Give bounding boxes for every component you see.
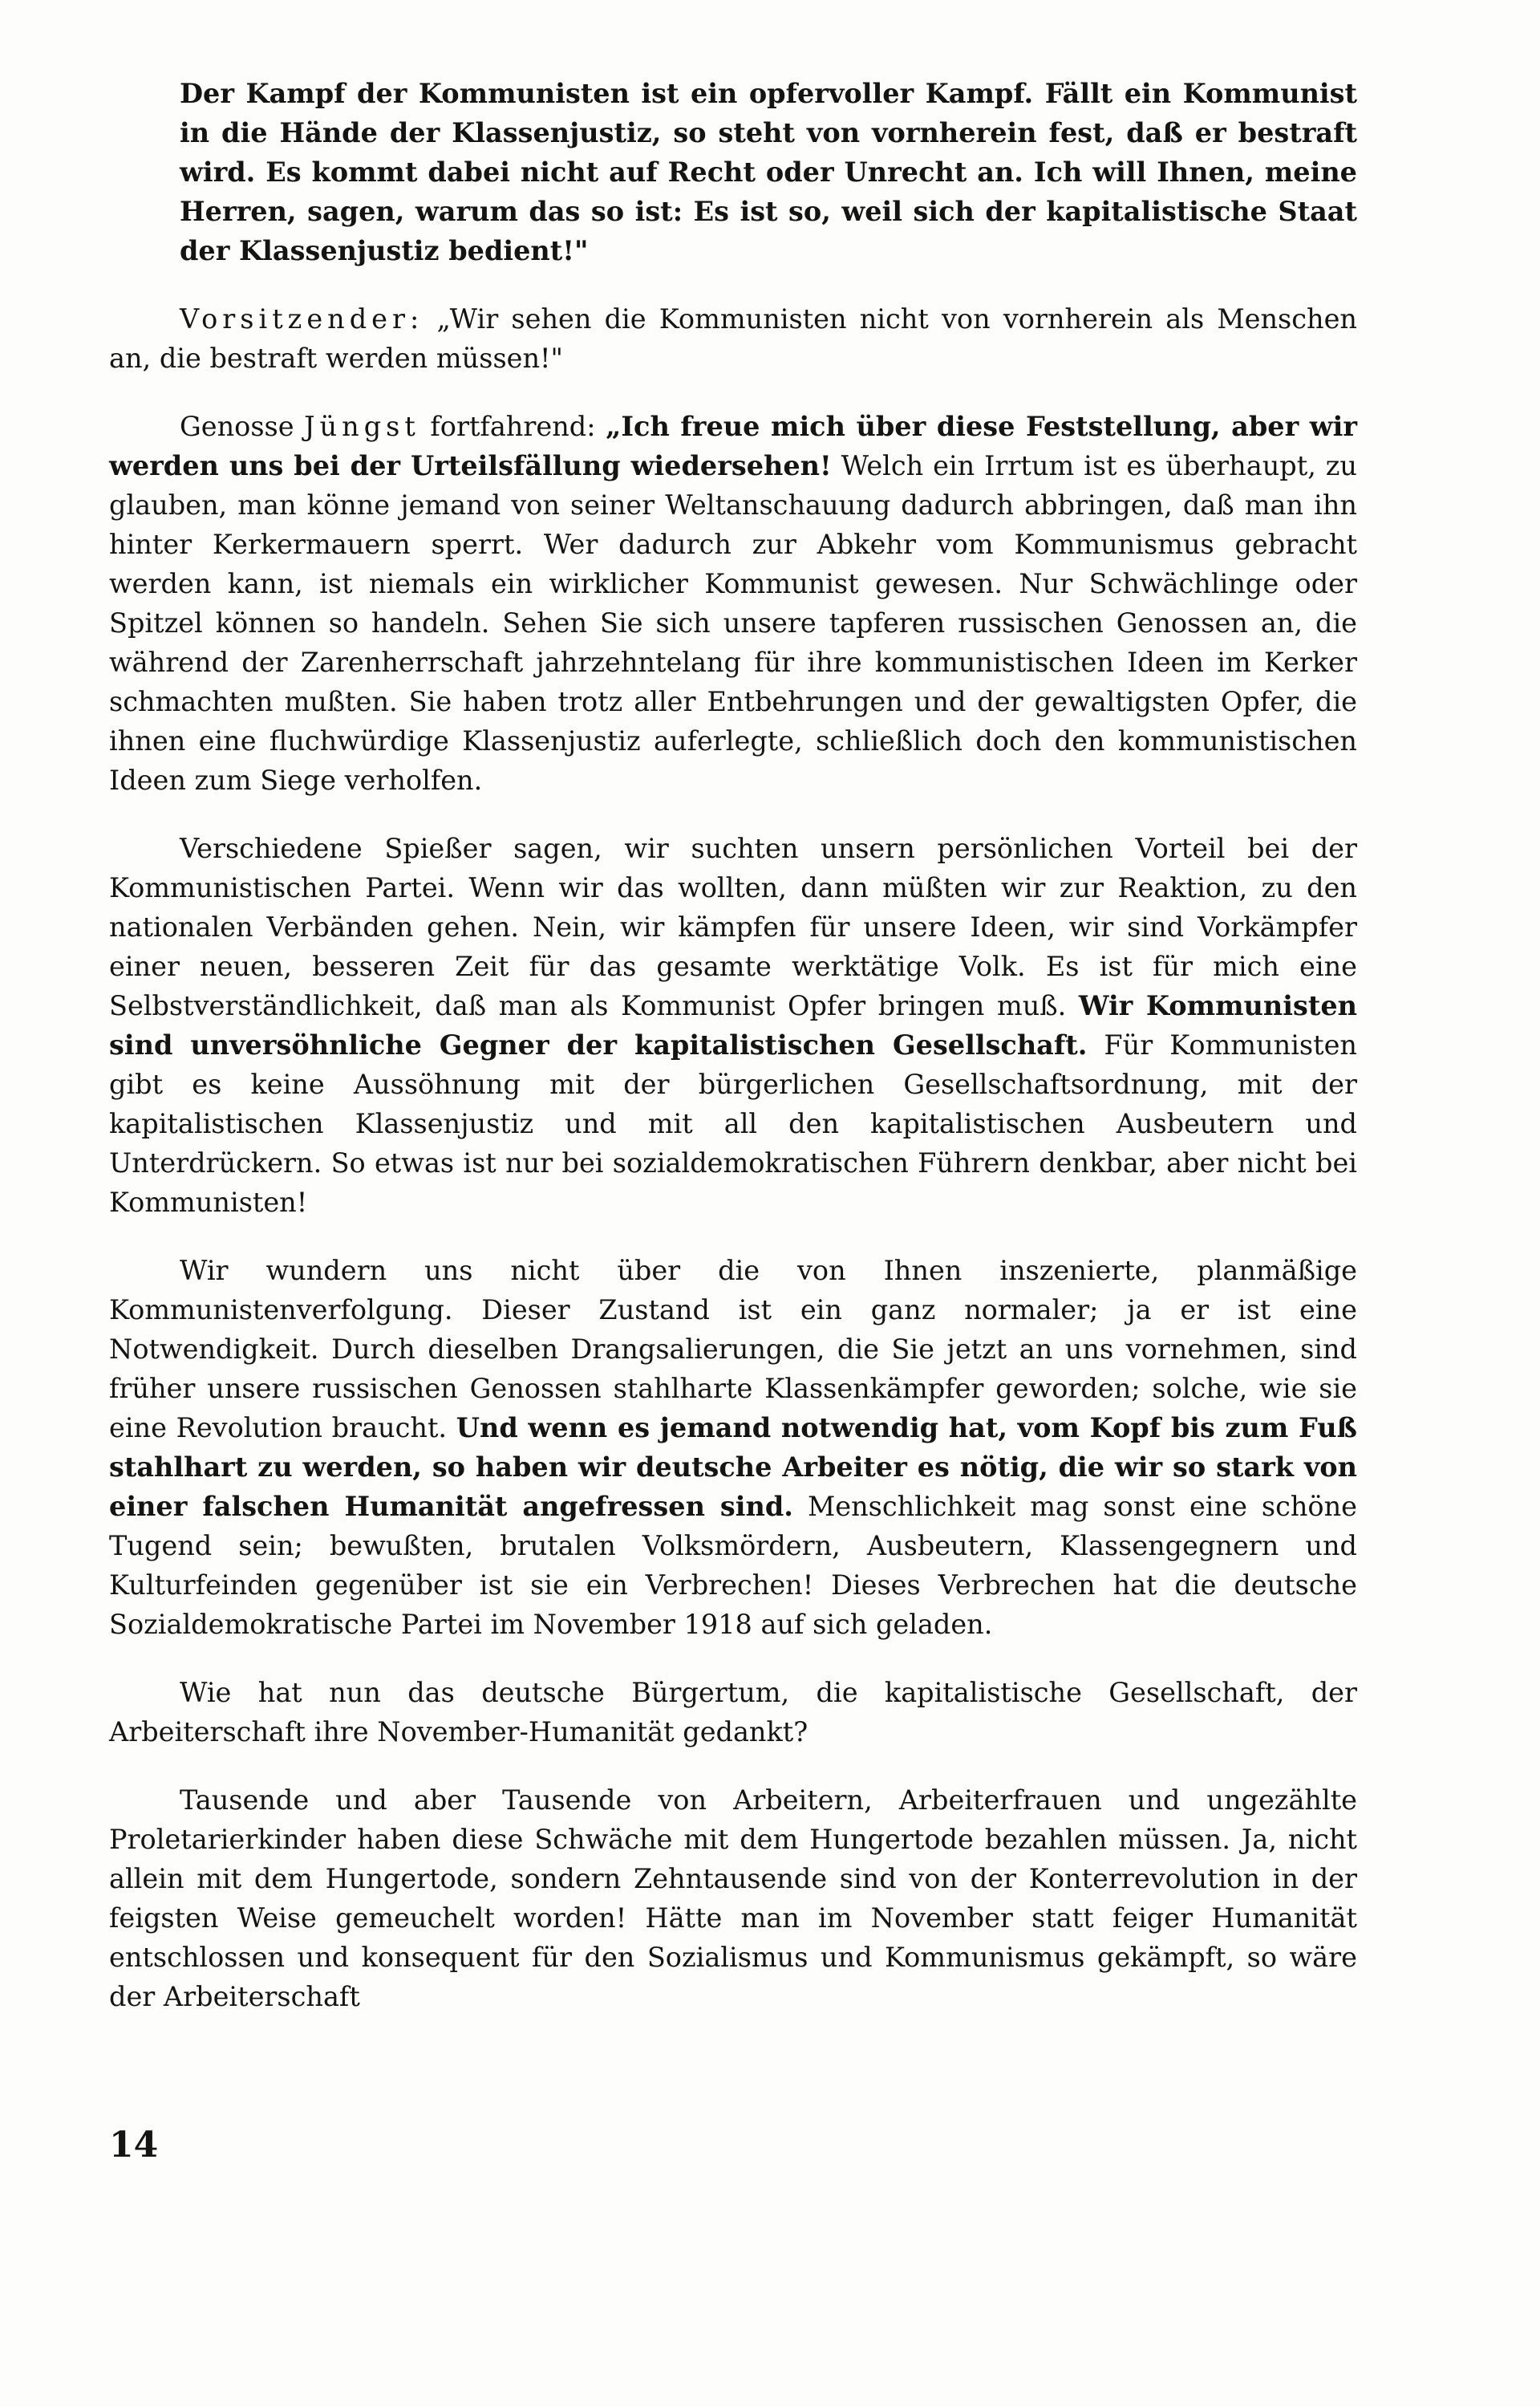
paragraph-2 — [109, 299, 1357, 378]
paragraph-5-text-after: Menschlichkeit mag sonst eine schöne Tugend sein; bewußten, brutalen Volksmördern, Ausbeutern, Klassengegnern und Kulturfeinden gegenüber ist sie ein Verbrechen! Dieses Verbrechen hat die deutsche Sozialdemokratische Partei im November 1918 auf sich geladen. — [109, 1491, 1357, 1640]
paragraph-7-text: Tausende und aber Tausende von Arbeitern, Arbeiterfrauen und ungezählte Proletarierkinder haben diese Schwäche mit dem Hungertode bezahlen müssen. Ja, nicht allein mit dem Hungertode, sondern Zehntausende sind von der Konterrevolution in der feigsten Weise gemeuchelt worden! Hätte man im November statt feiger Humanität entschlossen und konsequent für den Sozialismus und Kommunismus gekämpft, so wäre der Arbeiterschaft — [109, 1784, 1357, 2012]
paragraph-3-text: Welch ein Irrtum ist es überhaupt, zu glauben, man könne jemand von seiner Weltanschauung dadurch abbringen, daß man ihn hinter Kerkermauern sperrt. Wer dadurch zur Abkehr vom Kommunismus gebracht werden kann, ist niemals ein wirklicher Kommunist gewesen. Nur Schwächlinge oder Spitzel können so handeln. Sehen Sie sich unsere tapferen russischen Genossen an, die während der Zarenherrschaft jahrzehntelang für ihre kommunistischen Ideen im Kerker schmachten mußten. Sie haben trotz aller Entbehrungen und der gewaltigsten Opfer, die ihnen eine fluchwürdige Klassenjustiz auferlegte, schließlich doch den kommunistischen Ideen zum Siege verholfen. — [109, 450, 1357, 796]
paragraph-5 — [109, 1251, 1357, 1644]
speaker-label: Vorsitzender: — [180, 303, 424, 335]
paragraph-4-bold: Wir Kommunisten sind unversöhnliche Gegner der kapitalistischen Gesellschaft. — [109, 990, 1357, 1061]
paragraph-3-intro: fortfahrend: — [430, 411, 596, 442]
paragraph-5-bold: Und wenn es jemand notwendig hat, vom Kopf bis zum Fuß stahlhart zu werden, so haben wir deutsche Arbeiter es nötig, die wir so stark von einer falschen Humanität angefressen sind. — [109, 1412, 1358, 1522]
paragraph-4-text-after: Für Kommunisten gibt es keine Aussöhnung mit der bürgerlichen Gesellschaftsordnung, mit der kapitalistischen Klassenjustiz und mit all den kapitalistischen Ausbeutern und Unterdrückern. So etwas ist nur bei sozialdemokratischen Führern denkbar, aber nicht bei Kommunisten! — [109, 1029, 1357, 1218]
paragraph-6-text: Wie hat nun das deutsche Bürgertum, die kapitalistische Gesellschaft, der Arbeiterschaft ihre November-Humanität gedankt? — [109, 1677, 1357, 1747]
paragraph-3-bold: „Ich freue mich über diese Feststellung, aber wir werden uns bei der Urteilsfällung wiedersehen! — [109, 411, 1358, 481]
paragraph-3 — [109, 407, 1357, 800]
paragraph-7 — [109, 1780, 1357, 2016]
paragraph-6 — [109, 1673, 1357, 1751]
paragraph-2-text: „Wir sehen die Kommunisten nicht von vornherein als Menschen an, die bestraft werden müssen!" — [109, 303, 1357, 374]
paragraph-4 — [109, 829, 1357, 1222]
paragraph-4-text-before: Verschiedene Spießer sagen, wir suchten unsern persönlichen Vorteil bei der Kommunistischen Partei. Wenn wir das wollten, dann müßten wir zur Reaktion, zu den nationalen Verbänden gehen. Nein, wir kämpfen für unsere Ideen, wir sind Vorkämpfer einer neuen, besseren Zeit für das gesamte werktätige Volk. Es ist für mich eine Selbstverständlichkeit, daß man als Kommunist Opfer bringen muß. — [109, 833, 1357, 1021]
page-number: 14 — [109, 2125, 159, 2165]
text-column — [109, 74, 1357, 2045]
paragraph-1 — [109, 74, 1357, 270]
speaker-name: Jüngst — [304, 411, 420, 442]
paragraph-3-prefix: Genosse — [180, 411, 294, 442]
paragraph-1-text: Der Kampf der Kommunisten ist ein opfervoller Kampf. Fällt ein Kommunist in die Hände der Klassenjustiz, so steht von vornherein fest, daß er bestraft wird. Es kommt dabei nicht auf Recht oder Unrecht an. Ich will Ihnen, meine Herren, sagen, warum das so ist: Es ist so, weil sich der kapitalistische Staat der Klassenjustiz bedient!" — [180, 78, 1357, 266]
paragraph-5-text-before: Wir wundern uns nicht über die von Ihnen inszenierte, planmäßige Kommunistenverfolgung. Dieser Zustand ist ein ganz normaler; ja er ist eine Notwendigkeit. Durch dieselben Drangsalierungen, die Sie jetzt an uns vornehmen, sind früher unsere russischen Genossen stahlharte Klassenkämpfer geworden; solche, wie sie eine Revolution braucht. — [109, 1255, 1357, 1443]
